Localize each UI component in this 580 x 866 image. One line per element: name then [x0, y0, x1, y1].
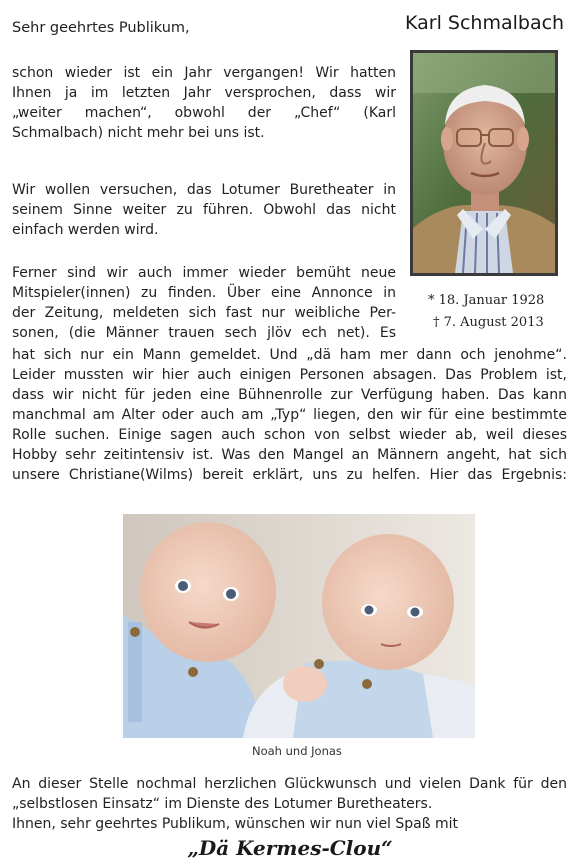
- closing-paragraph: [12, 774, 567, 834]
- text-line: Leider mussten wir hier auch einigen Personen absagen. Das Problem ist,: [12, 367, 567, 383]
- text-line: „selbstlosen Einsatz“ im Dienste des Lotumer Buretheaters.: [12, 796, 433, 812]
- text-line: seinem Sinne weiter zu führen. Obwohl das nicht: [12, 202, 396, 218]
- text-line: dass wir nicht für jeden eine Bühnenrolle zur Verfügung haben. Das kann: [12, 387, 567, 403]
- text-line: „weiter machen“, obwohl der „Chef“ (Karl: [12, 105, 396, 121]
- text-line: Rolle suchen. Einige sagen auch schon von selbst wieder ab, weil dieses: [12, 427, 567, 443]
- birth-date: * 18. Januar 1928: [428, 293, 545, 308]
- twins-illustration: [123, 514, 475, 738]
- text-line: Ferner sind wir auch immer wieder bemüht neue: [12, 265, 396, 281]
- photo-caption: Noah und Jonas: [252, 744, 342, 758]
- text-line: der Zeitung, meldeten sich fast nur weibliche Per-: [12, 305, 396, 321]
- paragraph-3-top: [12, 263, 396, 343]
- text-line: Ihnen, sehr geehrtes Publikum, wünschen wir nun viel Spaß mit: [12, 816, 459, 832]
- text-line: An dieser Stelle nochmal herzlichen Glückwunsch und vielen Dank für den: [12, 776, 567, 792]
- text-line: Mitspieler(innen) zu finden. Über eine Annonce in: [12, 285, 396, 301]
- text-line: Hobby sehr zeitintensiv ist. Was den Mangel an Männern angeht, hat sich: [12, 447, 567, 463]
- twins-photo: [123, 514, 475, 738]
- text-line: Ihnen ja im letzten Jahr versprochen, dass wir: [12, 85, 396, 101]
- portrait-name: Karl Schmalbach: [405, 12, 565, 34]
- paragraph-2: [12, 180, 396, 240]
- salutation: Sehr geehrtes Publikum,: [12, 20, 190, 36]
- text-line: schon wieder ist ein Jahr vergangen! Wir hatten: [12, 65, 396, 81]
- text-line: sonen, (die Männer trauen sech jlöv ech net). Es: [12, 325, 396, 341]
- paragraph-1: [12, 63, 396, 143]
- play-title: „Dä Kermes-Clou“: [187, 836, 393, 860]
- death-date: † 7. August 2013: [433, 315, 544, 330]
- text-line: unsere Christiane(Wilms) bereit erklärt, uns zu helfen. Hier das Ergebnis:: [12, 467, 567, 483]
- text-line: Schmalbach) nicht mehr bei uns ist.: [12, 125, 265, 141]
- text-line: Wir wollen versuchen, das Lotumer Buretheater in: [12, 182, 396, 198]
- text-line: manchmal am Alter oder auch am „Typ“ liegen, den wir für eine bestimmte: [12, 407, 567, 423]
- portrait-photo: [410, 50, 558, 276]
- portrait-illustration: [413, 53, 555, 273]
- text-line: hat sich nur ein Mann gemeldet. Und „dä ham mer dann och jenohme“.: [12, 347, 567, 363]
- paragraph-3-bottom: [12, 345, 567, 485]
- text-line: einfach werden wird.: [12, 222, 159, 238]
